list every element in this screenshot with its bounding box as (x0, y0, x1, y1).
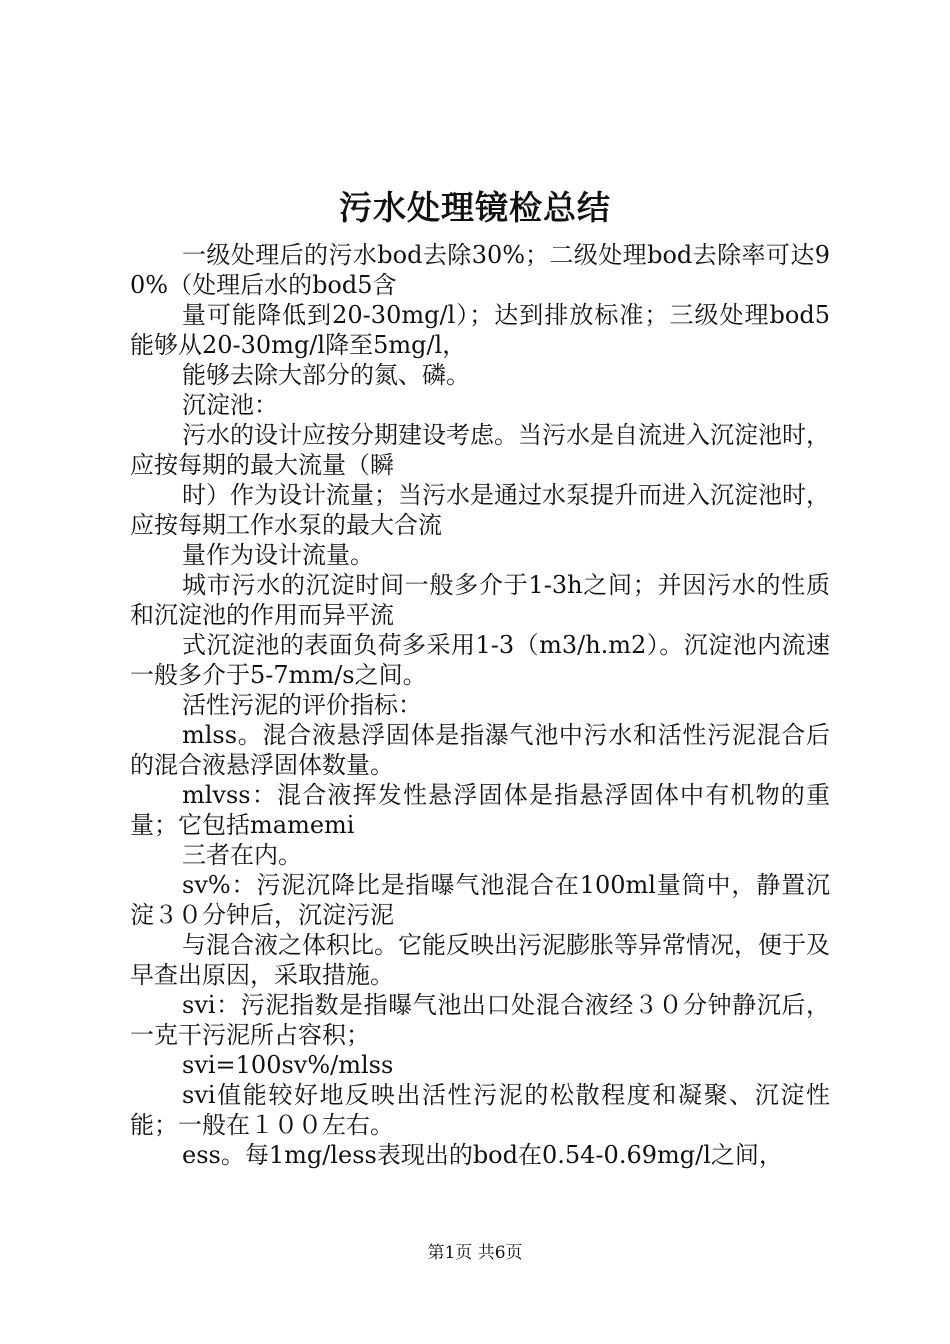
paragraph: 沉淀池： (182, 391, 278, 419)
paragraph: svi：污泥指数是指曝气池出口处混合液经３０分钟静沉后，一克干污泥所占容积； (130, 991, 830, 1049)
paragraph: sv%：污泥沉降比是指曝气池混合在100ml量筒中，静置沉淀３０分钟后，沉淀污泥 (130, 871, 830, 929)
paragraph: svi值能较好地反映出活性污泥的松散程度和凝聚、沉淀性能；一般在１００左右。 (130, 1081, 830, 1139)
paragraph: svi=100sv%/mlss (182, 1051, 394, 1079)
paragraph: 活性污泥的评价指标： (182, 691, 422, 719)
document-body (130, 240, 830, 1170)
page-number-footer: 第1页 共6页 (427, 1243, 523, 1263)
paragraph: ess。每1mg/less表现出的bod在0.54-0.69mg/l之间， (182, 1141, 783, 1169)
paragraph: 污水的设计应按分期建设考虑。当污水是自流进入沉淀池时，应按每期的最大流量（瞬 (130, 421, 830, 479)
paragraph: mlss。混合液悬浮固体是指瀑气池中污水和活性污泥混合后的混合液悬浮固体数量。 (130, 721, 830, 779)
paragraph: 量可能降低到20-30mg/l）；达到排放标准；三级处理bod5能够从20-30mg/l降至5mg/l， (130, 301, 830, 359)
paragraph: 能够去除大部分的氮、磷。 (182, 361, 470, 389)
paragraph: 与混合液之体积比。它能反映出污泥膨胀等异常情况，便于及早查出原因，采取措施。 (130, 931, 830, 989)
paragraph: mlvss：混合液挥发性悬浮固体是指悬浮固体中有机物的重量；它包括mamemi (130, 781, 830, 839)
paragraph: 三者在内。 (182, 841, 302, 869)
page-title: 污水处理镜检总结 (339, 188, 611, 227)
paragraph: 时）作为设计流量；当污水是通过水泵提升而进入沉淀池时，应按每期工作水泵的最大合流 (130, 481, 830, 539)
paragraph: 城市污水的沉淀时间一般多介于1-3h之间；并因污水的性质和沉淀池的作用而异平流 (130, 571, 830, 629)
paragraph: 一级处理后的污水bod去除30%；二级处理bod去除率可达90%（处理后水的bod5含 (130, 241, 830, 299)
paragraph: 量作为设计流量。 (182, 541, 374, 569)
paragraph: 式沉淀池的表面负荷多采用1-3（m3/h.m2）。沉淀池内流速一般多介于5-7mm/s之间。 (130, 631, 830, 689)
